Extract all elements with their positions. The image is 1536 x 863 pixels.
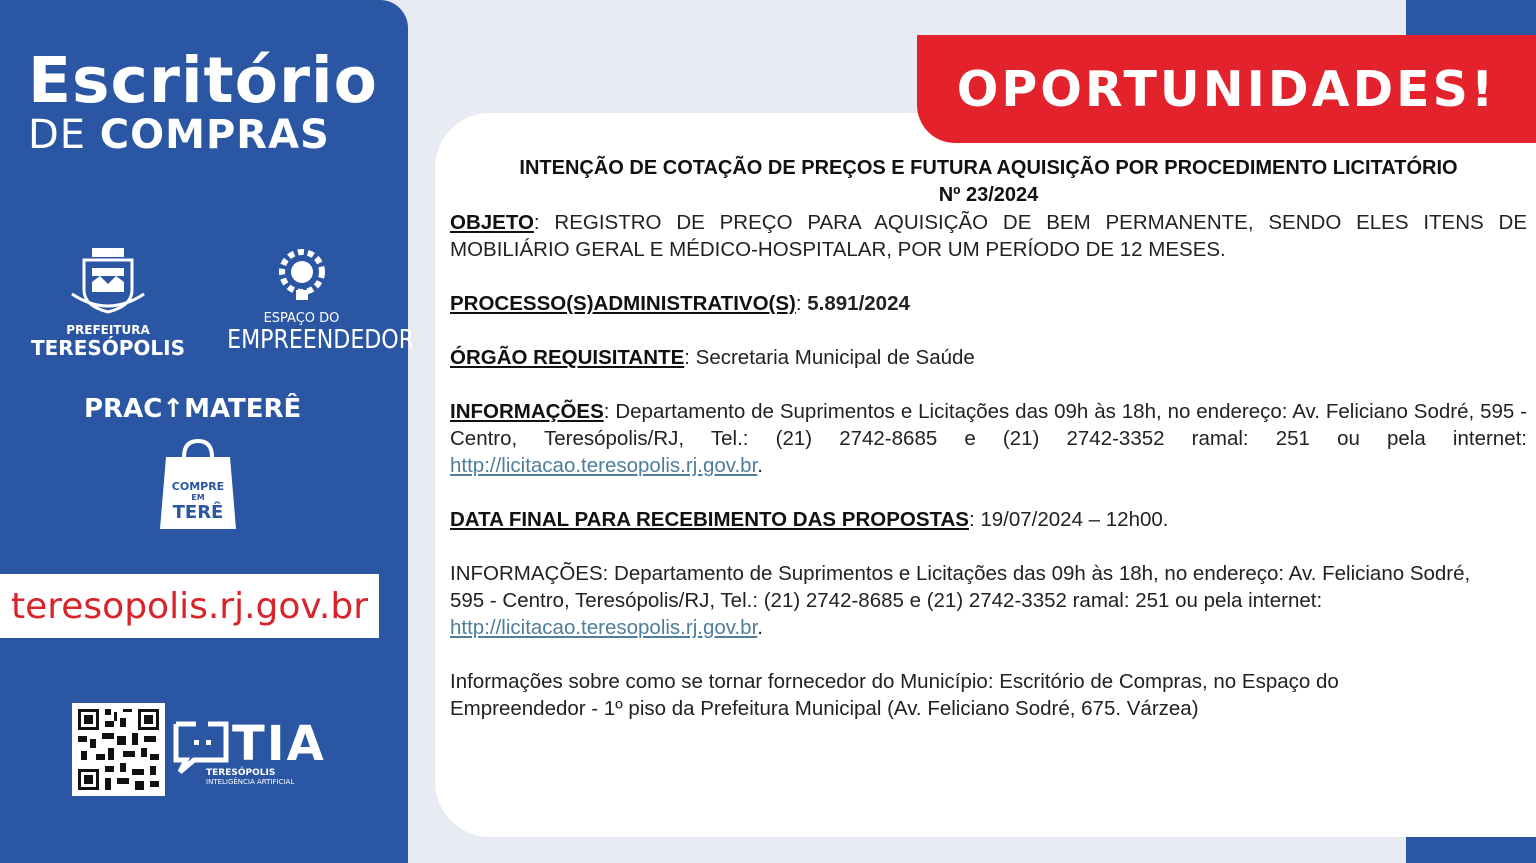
objeto-paragraph: OBJETO: REGISTRO DE PREÇO PARA AQUISIÇÃO DE BEM PERMANENTE, SENDO ELES ITENS DE MOBILIÁRIO GERAL E MÉDICO-HOSPITALAR, POR UM PERÍODO DE 12 MESES. (450, 211, 1527, 261)
fornecedor-paragraph: Informações sobre como se tornar fornecedor do Município: Escritório de Compras, no Espaço do Empreendedor - 1º piso da Prefeitura Municipal (Av. Feliciano Sodré, 675. Várzea) (450, 670, 1339, 720)
orgao-paragraph: ÓRGÃO REQUISITANTE: Secretaria Municipal de Saúde (450, 346, 975, 369)
brand-title: Escritório (28, 44, 378, 117)
brand-logo (28, 44, 378, 158)
tia-word: TIA (232, 716, 326, 772)
licitacao-link-2[interactable]: http://licitacao.teresopolis.rj.gov.br (450, 616, 758, 639)
deadline-paragraph: DATA FINAL PARA RECEBIMENTO DAS PROPOSTAS: 19/07/2024 – 12h00. (450, 508, 1169, 531)
info2-paragraph: INFORMAÇÕES: Departamento de Suprimentos e Licitações das 09h às 18h, no endereço: Av. Feliciano Sodré, 595 - Centro, Teresópolis/RJ, Tel.: (21) 2742-8685 e (21) 2742-3352 ramal: 251 ou pela internet: http://licitacao.teresopolis.rj.gov.br. (450, 562, 1471, 639)
pracimatere-logo: PRAC↑MATERÊ (84, 394, 302, 424)
licitacao-link[interactable]: http://licitacao.teresopolis.rj.gov.br (450, 454, 758, 477)
banner-text: OPORTUNIDADES! (956, 60, 1497, 118)
website-link[interactable]: teresopolis.rj.gov.br (10, 585, 368, 627)
compre-em-tere-logo: COMPRE EM TERÊ (158, 437, 238, 540)
coat-of-arms-icon (68, 246, 148, 318)
info-paragraph: INFORMAÇÕES: Departamento de Suprimentos e Licitações das 09h às 18h, no endereço: Av. Feliciano Sodré, 595 - Centro, Teresópolis/RJ, Tel.: (21) 2742-8685 e (21) 2742-3352 ramal: 251 ou pela internet: http://licitacao.teresopolis.rj.gov.br. (450, 400, 1527, 477)
processo-paragraph: PROCESSO(S)ADMINISTRATIVO(S): 5.891/2024 (450, 292, 910, 315)
brand-subtitle: DE COMPRAS (28, 112, 330, 158)
website-box[interactable] (0, 574, 379, 638)
gear-bulb-icon (272, 246, 332, 306)
notice-content (450, 155, 1527, 722)
qr-code (72, 703, 165, 796)
opportunities-banner (917, 35, 1536, 143)
notice-heading: INTENÇÃO DE COTAÇÃO DE PREÇOS E FUTURA AQUISIÇÃO POR PROCEDIMENTO LICITATÓRIO Nº 23/2024 (519, 157, 1458, 206)
qr-code-image (72, 703, 165, 796)
prefeitura-logo: PREFEITURA TERESÓPOLIS (28, 246, 188, 359)
espaco-empreendedor-logo: ESPAÇO DO EMPREENDEDOR (214, 246, 389, 354)
